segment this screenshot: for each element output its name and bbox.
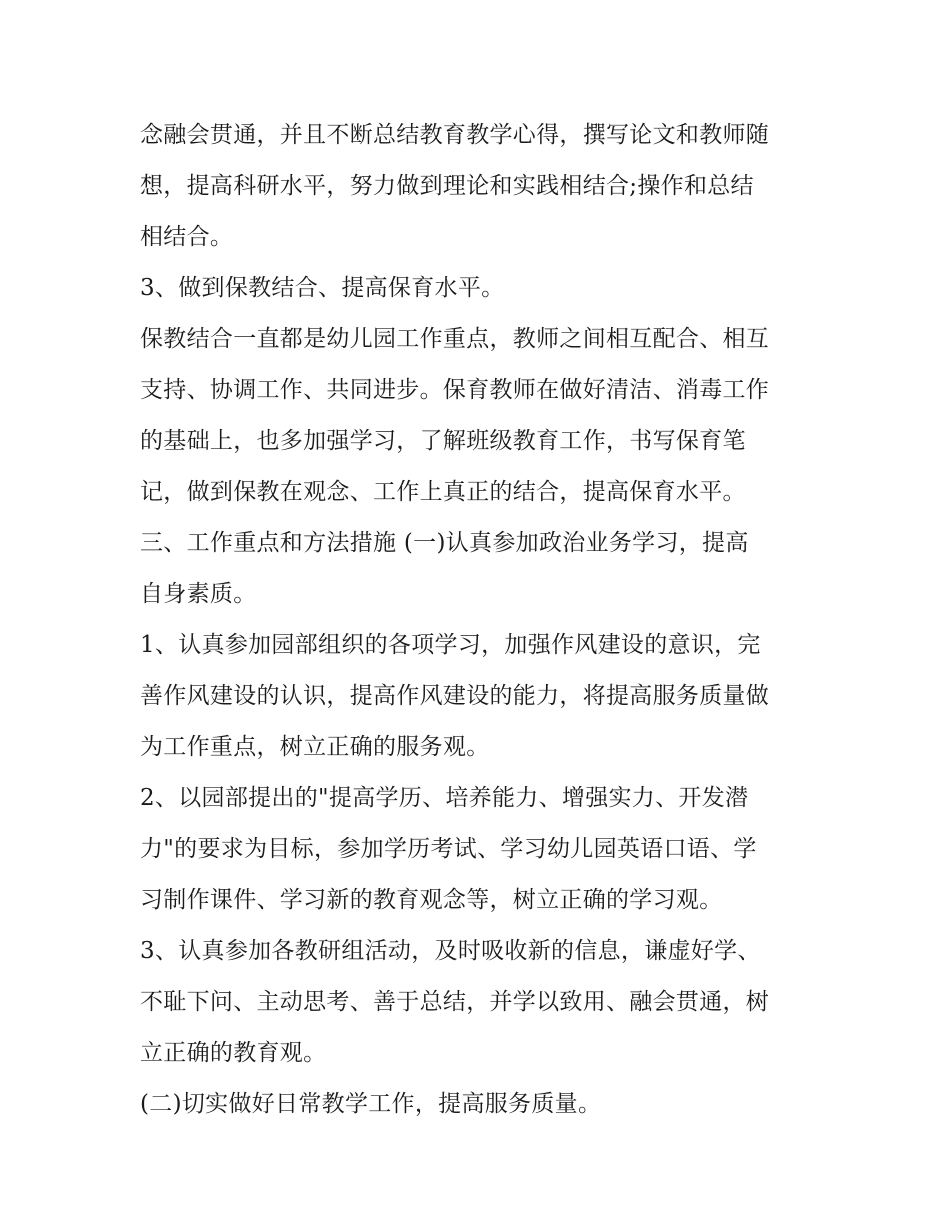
text-line: 不耻下问、主动思考、善于总结，并学以致用、融会贯通，树 (140, 989, 770, 1015)
section-heading: 三、工作重点和方法措施 (一)认真参加政治业务学习，提高 (140, 530, 749, 556)
document-body (140, 110, 820, 1130)
text-line: 自身素质。 (140, 581, 257, 607)
text-line: 保教结合一直都是幼儿园工作重点，教师之间相互配合、相互 (140, 326, 770, 352)
text-line: 为工作重点，树立正确的服务观。 (140, 734, 490, 760)
text-line: 记，做到保教在观念、工作上真正的结合，提高保育水平。 (140, 479, 746, 505)
text-line: 的基础上，也多加强学习，了解班级教育工作，书写保育笔 (140, 428, 746, 454)
text-line: 念融会贯通，并且不断总结教育教学心得，撰写论文和教师随 (140, 122, 770, 148)
section-heading: (二)切实做好日常教学工作，提高服务质量。 (140, 1091, 602, 1117)
section-heading: 3、做到保教结合、提高保育水平。 (140, 275, 505, 301)
text-line: 想，提高科研水平，努力做到理论和实践相结合;操作和总结 (140, 173, 754, 199)
list-item: 1、认真参加园部组织的各项学习，加强作风建设的意识，完 (140, 632, 761, 658)
list-item: 3、认真参加各教研组活动，及时吸收新的信息，谦虚好学、 (140, 938, 761, 964)
text-line: 力"的要求为目标，参加学历考试、学习幼儿园英语口语、学 (140, 836, 757, 862)
text-line: 相结合。 (140, 224, 234, 250)
text-line: 立正确的教育观。 (140, 1040, 327, 1066)
text-line: 善作风建设的认识，提高作风建设的能力，将提高服务质量做 (140, 683, 770, 709)
list-item: 2、以园部提出的"提高学历、培养能力、增强实力、开发潜 (140, 785, 749, 811)
text-line: 习制作课件、学习新的教育观念等，树立正确的学习观。 (140, 887, 723, 913)
text-line: 支持、协调工作、共同进步。保育教师在做好清洁、消毒工作 (140, 377, 770, 403)
